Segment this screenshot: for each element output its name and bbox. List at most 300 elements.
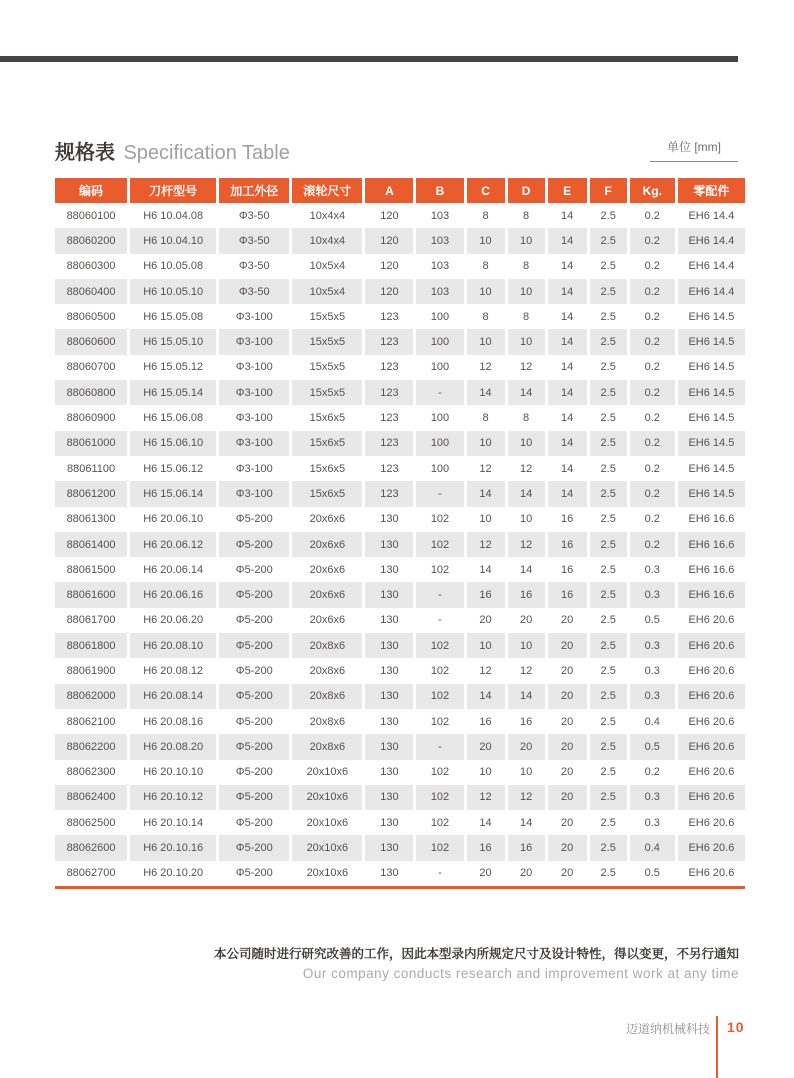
- table-cell: 14: [505, 481, 545, 506]
- table-cell: 20x10x6: [289, 760, 362, 785]
- table-cell: EH6 20.6: [675, 835, 745, 860]
- table-cell: 10: [505, 760, 545, 785]
- table-cell: 0.2: [627, 279, 675, 304]
- table-cell: 20: [505, 861, 545, 886]
- table-cell: 0.5: [627, 861, 675, 886]
- table-row: [55, 329, 745, 354]
- table-cell: EH6 14.5: [675, 481, 745, 506]
- table-cell: EH6 20.6: [675, 760, 745, 785]
- table-cell: 103: [413, 279, 463, 304]
- table-cell: 20: [545, 608, 587, 633]
- table-cell: 123: [362, 380, 413, 405]
- table-cell: 2.5: [587, 228, 627, 253]
- table-row: [55, 861, 745, 886]
- table-cell: Φ5-200: [216, 507, 289, 532]
- table-cell: 2.5: [587, 633, 627, 658]
- table-cell: H6 15.05.14: [127, 380, 216, 405]
- table-cell: 12: [505, 355, 545, 380]
- table-cell: 10: [505, 228, 545, 253]
- table-cell: 14: [545, 431, 587, 456]
- table-cell: 20: [505, 608, 545, 633]
- table-cell: 88060300: [66, 260, 116, 273]
- table-cell: 88061500: [66, 563, 116, 576]
- table-cell: 12: [464, 658, 505, 683]
- table-cell: 123: [362, 431, 413, 456]
- table-cell: 0.2: [627, 228, 675, 253]
- table-cell: 100: [413, 304, 463, 329]
- table-cell: 14: [464, 481, 505, 506]
- table-cell: 2.5: [587, 355, 627, 380]
- table-row: [55, 481, 745, 506]
- table-cell: 0.2: [627, 405, 675, 430]
- table-cell: 20x8x6: [289, 658, 362, 683]
- table-cell: 12: [464, 355, 505, 380]
- table-cell: Φ5-200: [216, 760, 289, 785]
- table-cell: 14: [545, 254, 587, 279]
- table-cell: 20x10x6: [289, 835, 362, 860]
- table-cell: 2.5: [587, 684, 627, 709]
- table-row: [55, 380, 745, 405]
- table-cell: 0.2: [627, 254, 675, 279]
- table-cell: 20x6x6: [289, 507, 362, 532]
- table-cell: 88061100: [66, 462, 116, 475]
- table-row: [55, 228, 745, 253]
- table-cell: EH6 20.6: [675, 633, 745, 658]
- table-cell: 0.2: [627, 380, 675, 405]
- table-cell: 130: [362, 684, 413, 709]
- table-cell: 102: [413, 785, 463, 810]
- column-header: Kg.: [627, 178, 675, 203]
- table-cell: 88062700: [66, 867, 116, 880]
- table-cell: 130: [362, 608, 413, 633]
- table-cell: 0.3: [627, 810, 675, 835]
- table-cell: 20: [464, 861, 505, 886]
- table-cell: 10: [464, 633, 505, 658]
- table-cell: Φ5-200: [216, 633, 289, 658]
- table-cell: -: [413, 582, 463, 607]
- table-cell: 16: [505, 835, 545, 860]
- page-title-en: Specification Table: [123, 142, 290, 164]
- table-cell: 20: [545, 734, 587, 759]
- table-cell: 2.5: [587, 456, 627, 481]
- table-cell: 20: [545, 810, 587, 835]
- table-row: [55, 608, 745, 633]
- table-cell: H6 15.06.14: [127, 481, 216, 506]
- table-cell: 0.5: [627, 608, 675, 633]
- table-cell: 130: [362, 835, 413, 860]
- table-cell: 8: [505, 405, 545, 430]
- table-cell: 130: [362, 810, 413, 835]
- table-cell: 88062100: [66, 715, 116, 728]
- table-row: [55, 431, 745, 456]
- table-cell: 12: [505, 658, 545, 683]
- table-cell: H6 10.05.10: [127, 279, 216, 304]
- table-cell: 0.2: [627, 203, 675, 228]
- table-cell: H6 15.05.12: [127, 355, 216, 380]
- table-header-row: [55, 178, 745, 203]
- table-cell: 20: [545, 684, 587, 709]
- table-cell: -: [413, 481, 463, 506]
- table-cell: 120: [362, 228, 413, 253]
- table-cell: 123: [362, 355, 413, 380]
- table-cell: 14: [464, 380, 505, 405]
- table-row: [55, 684, 745, 709]
- table-cell: 14: [545, 405, 587, 430]
- table-cell: 100: [413, 431, 463, 456]
- table-cell: Φ5-200: [216, 835, 289, 860]
- table-row: [55, 785, 745, 810]
- table-cell: 10x4x4: [289, 228, 362, 253]
- table-cell: Φ3-100: [216, 380, 289, 405]
- table-cell: 88061300: [66, 513, 116, 526]
- table-cell: 12: [464, 785, 505, 810]
- table-cell: H6 20.06.10: [127, 507, 216, 532]
- table-cell: 120: [362, 254, 413, 279]
- table-cell: H6 15.06.12: [127, 456, 216, 481]
- table-cell: 8: [505, 254, 545, 279]
- table-cell: Φ3-100: [216, 431, 289, 456]
- table-cell: 102: [413, 709, 463, 734]
- table-cell: 14: [545, 355, 587, 380]
- table-cell: 0.2: [627, 329, 675, 354]
- table-cell: 0.3: [627, 557, 675, 582]
- table-cell: 0.2: [627, 431, 675, 456]
- table-cell: 0.2: [627, 507, 675, 532]
- table-cell: 88061400: [66, 538, 116, 551]
- table-cell: 88062300: [66, 766, 116, 779]
- table-cell: 130: [362, 507, 413, 532]
- table-cell: 2.5: [587, 380, 627, 405]
- table-cell: EH6 20.6: [675, 709, 745, 734]
- table-cell: EH6 14.5: [675, 456, 745, 481]
- table-cell: 20x6x6: [289, 557, 362, 582]
- column-header: B: [413, 178, 463, 203]
- table-cell: 100: [413, 405, 463, 430]
- table-cell: H6 20.08.20: [127, 734, 216, 759]
- table-cell: 14: [545, 228, 587, 253]
- table-cell: 2.5: [587, 304, 627, 329]
- table-cell: 0.3: [627, 582, 675, 607]
- table-cell: 12: [505, 785, 545, 810]
- table-cell: 8: [464, 254, 505, 279]
- disclaimer-note: [39, 944, 739, 981]
- table-cell: 2.5: [587, 608, 627, 633]
- table-cell: Φ5-200: [216, 532, 289, 557]
- table-row: [55, 709, 745, 734]
- table-cell: 88061000: [66, 437, 116, 450]
- table-cell: EH6 14.5: [675, 355, 745, 380]
- table-cell: 10: [464, 760, 505, 785]
- table-cell: 10: [464, 431, 505, 456]
- table-cell: 102: [413, 507, 463, 532]
- table-cell: 2.5: [587, 431, 627, 456]
- table-cell: 16: [545, 582, 587, 607]
- table-cell: 15x6x5: [289, 481, 362, 506]
- table-cell: 12: [505, 532, 545, 557]
- table-cell: Φ3-100: [216, 405, 289, 430]
- table-cell: Φ5-200: [216, 658, 289, 683]
- table-cell: 88061700: [66, 614, 116, 627]
- table-cell: EH6 20.6: [675, 810, 745, 835]
- table-row: [55, 304, 745, 329]
- table-cell: 102: [413, 760, 463, 785]
- table-cell: 123: [362, 405, 413, 430]
- table-cell: H6 10.04.10: [127, 228, 216, 253]
- table-cell: 14: [545, 481, 587, 506]
- table-cell: 14: [545, 456, 587, 481]
- table-cell: 14: [464, 810, 505, 835]
- table-cell: 16: [464, 835, 505, 860]
- table-cell: 123: [362, 329, 413, 354]
- table-cell: 15x6x5: [289, 405, 362, 430]
- table-cell: 102: [413, 532, 463, 557]
- table-cell: EH6 14.5: [675, 380, 745, 405]
- table-cell: 88061600: [66, 589, 116, 602]
- table-cell: 20x10x6: [289, 861, 362, 886]
- table-row: [55, 456, 745, 481]
- table-cell: H6 15.06.08: [127, 405, 216, 430]
- table-cell: Φ3-100: [216, 481, 289, 506]
- table-cell: Φ3-50: [216, 279, 289, 304]
- table-cell: EH6 14.5: [675, 431, 745, 456]
- table-cell: H6 20.08.16: [127, 709, 216, 734]
- table-cell: Φ3-100: [216, 329, 289, 354]
- table-cell: 20x10x6: [289, 785, 362, 810]
- table-cell: EH6 14.5: [675, 329, 745, 354]
- specification-table: [55, 178, 745, 889]
- table-cell: H6 15.05.10: [127, 329, 216, 354]
- table-cell: 102: [413, 633, 463, 658]
- table-cell: 88060700: [66, 361, 116, 374]
- table-cell: 14: [545, 279, 587, 304]
- table-cell: EH6 14.4: [675, 203, 745, 228]
- table-cell: 88062000: [66, 690, 116, 703]
- table-cell: 123: [362, 481, 413, 506]
- disclaimer-cn: 本公司随时进行研究改善的工作，因此本型录内所规定尺寸及设计特性，得以变更，不另行通知: [213, 947, 739, 961]
- table-cell: EH6 20.6: [675, 785, 745, 810]
- table-cell: 100: [413, 355, 463, 380]
- table-cell: 14: [464, 557, 505, 582]
- table-cell: 20x10x6: [289, 810, 362, 835]
- table-cell: 10: [505, 431, 545, 456]
- table-cell: 15x5x5: [289, 329, 362, 354]
- table-cell: 2.5: [587, 785, 627, 810]
- table-cell: 0.2: [627, 304, 675, 329]
- table-cell: Φ5-200: [216, 557, 289, 582]
- table-cell: 2.5: [587, 861, 627, 886]
- table-cell: 88060900: [66, 412, 116, 425]
- table-cell: 2.5: [587, 254, 627, 279]
- table-cell: -: [413, 861, 463, 886]
- column-header: 滚轮尺寸: [289, 178, 362, 203]
- table-cell: EH6 20.6: [675, 734, 745, 759]
- column-header: A: [362, 178, 413, 203]
- table-cell: 2.5: [587, 582, 627, 607]
- table-cell: Φ5-200: [216, 734, 289, 759]
- table-cell: 100: [413, 329, 463, 354]
- column-header: 编码: [55, 178, 127, 203]
- table-cell: 130: [362, 734, 413, 759]
- table-cell: 20x8x6: [289, 633, 362, 658]
- footer-page-number: 10: [727, 1019, 745, 1035]
- table-row: [55, 835, 745, 860]
- table-cell: 0.3: [627, 633, 675, 658]
- table-cell: 102: [413, 810, 463, 835]
- table-cell: 103: [413, 228, 463, 253]
- table-cell: 20: [545, 658, 587, 683]
- table-cell: 0.3: [627, 785, 675, 810]
- disclaimer-en: Our company conducts research and improvement work at any time: [302, 966, 739, 981]
- table-cell: 2.5: [587, 557, 627, 582]
- table-cell: 15x5x5: [289, 380, 362, 405]
- table-cell: 10: [505, 507, 545, 532]
- column-header: 加工外径: [216, 178, 289, 203]
- table-cell: 2.5: [587, 279, 627, 304]
- table-cell: 130: [362, 582, 413, 607]
- table-cell: 14: [505, 380, 545, 405]
- table-cell: EH6 20.6: [675, 658, 745, 683]
- table-cell: -: [413, 608, 463, 633]
- table-cell: 20: [545, 861, 587, 886]
- table-cell: 14: [545, 203, 587, 228]
- table-cell: H6 20.08.12: [127, 658, 216, 683]
- table-row: [55, 582, 745, 607]
- table-cell: Φ5-200: [216, 785, 289, 810]
- table-cell: EH6 16.6: [675, 582, 745, 607]
- table-cell: H6 20.06.16: [127, 582, 216, 607]
- table-cell: 2.5: [587, 481, 627, 506]
- table-cell: 10: [505, 633, 545, 658]
- table-cell: 10x4x4: [289, 203, 362, 228]
- table-cell: 88060500: [66, 310, 116, 323]
- table-cell: 2.5: [587, 532, 627, 557]
- table-cell: H6 10.05.08: [127, 254, 216, 279]
- table-cell: 2.5: [587, 835, 627, 860]
- table-row: [55, 254, 745, 279]
- table-cell: 130: [362, 557, 413, 582]
- table-cell: 0.2: [627, 355, 675, 380]
- table-cell: 103: [413, 254, 463, 279]
- table-cell: -: [413, 734, 463, 759]
- table-cell: 0.2: [627, 481, 675, 506]
- unit-label: 单位 [mm]: [650, 138, 738, 162]
- table-cell: H6 20.10.12: [127, 785, 216, 810]
- table-cell: 20x8x6: [289, 734, 362, 759]
- table-cell: 0.2: [627, 532, 675, 557]
- table-cell: 102: [413, 684, 463, 709]
- table-cell: 0.5: [627, 734, 675, 759]
- table-cell: Φ3-50: [216, 228, 289, 253]
- table-cell: 102: [413, 835, 463, 860]
- table-cell: Φ5-200: [216, 684, 289, 709]
- table-cell: 20x8x6: [289, 709, 362, 734]
- table-cell: H6 20.10.14: [127, 810, 216, 835]
- table-row: [55, 279, 745, 304]
- table-cell: Φ3-100: [216, 304, 289, 329]
- table-row: [55, 203, 745, 228]
- table-cell: 20: [545, 760, 587, 785]
- table-cell: 14: [545, 304, 587, 329]
- table-cell: 88060800: [66, 386, 116, 399]
- table-cell: EH6 16.6: [675, 532, 745, 557]
- table-cell: 88060100: [66, 209, 116, 222]
- table-cell: 8: [464, 304, 505, 329]
- table-cell: 8: [464, 405, 505, 430]
- table-cell: 14: [545, 380, 587, 405]
- table-cell: 8: [464, 203, 505, 228]
- table-cell: H6 20.06.12: [127, 532, 216, 557]
- table-cell: 20: [464, 608, 505, 633]
- table-cell: H6 20.08.14: [127, 684, 216, 709]
- table-cell: EH6 16.6: [675, 507, 745, 532]
- table-cell: 88062600: [66, 842, 116, 855]
- title-row: [55, 136, 739, 166]
- table-cell: 14: [505, 810, 545, 835]
- table-row: [55, 734, 745, 759]
- table-cell: 2.5: [587, 760, 627, 785]
- table-row: [55, 557, 745, 582]
- table-cell: 20x8x6: [289, 684, 362, 709]
- footer-divider-line: [716, 1016, 718, 1078]
- table-cell: 88060600: [66, 336, 116, 349]
- footer-company-name: 迈道纳机械科技: [625, 1022, 710, 1036]
- table-cell: 15x6x5: [289, 431, 362, 456]
- table-cell: -: [413, 380, 463, 405]
- table-cell: 0.3: [627, 684, 675, 709]
- table-cell: 102: [413, 557, 463, 582]
- table-cell: 12: [505, 456, 545, 481]
- table-cell: 10: [505, 329, 545, 354]
- table-cell: 2.5: [587, 810, 627, 835]
- table-cell: 20x6x6: [289, 582, 362, 607]
- table-cell: 20: [545, 633, 587, 658]
- table-cell: EH6 14.5: [675, 304, 745, 329]
- table-cell: 8: [505, 304, 545, 329]
- table-cell: EH6 14.4: [675, 254, 745, 279]
- page-title-cn: 规格表: [55, 142, 115, 164]
- table-cell: 130: [362, 633, 413, 658]
- table-cell: Φ5-200: [216, 810, 289, 835]
- table-cell: 16: [505, 709, 545, 734]
- table-cell: 130: [362, 658, 413, 683]
- table-cell: Φ3-100: [216, 456, 289, 481]
- table-cell: 10x5x4: [289, 279, 362, 304]
- table-cell: 120: [362, 279, 413, 304]
- table-cell: 2.5: [587, 405, 627, 430]
- table-row: [55, 355, 745, 380]
- table-cell: 88061200: [66, 487, 116, 500]
- table-cell: 14: [505, 684, 545, 709]
- table-body: [55, 203, 745, 886]
- table-cell: 88061900: [66, 664, 116, 677]
- table-cell: 130: [362, 532, 413, 557]
- table-cell: EH6 14.4: [675, 228, 745, 253]
- table-cell: 10: [505, 279, 545, 304]
- table-cell: 0.2: [627, 456, 675, 481]
- table-cell: 0.3: [627, 658, 675, 683]
- table-cell: EH6 14.4: [675, 279, 745, 304]
- table-cell: 2.5: [587, 734, 627, 759]
- table-cell: 14: [545, 329, 587, 354]
- column-header: D: [505, 178, 545, 203]
- table-cell: 15x5x5: [289, 355, 362, 380]
- table-cell: H6 15.06.10: [127, 431, 216, 456]
- table-cell: H6 20.10.10: [127, 760, 216, 785]
- table-cell: H6 10.04.08: [127, 203, 216, 228]
- table-cell: EH6 20.6: [675, 684, 745, 709]
- table-cell: 16: [545, 507, 587, 532]
- table-cell: 8: [505, 203, 545, 228]
